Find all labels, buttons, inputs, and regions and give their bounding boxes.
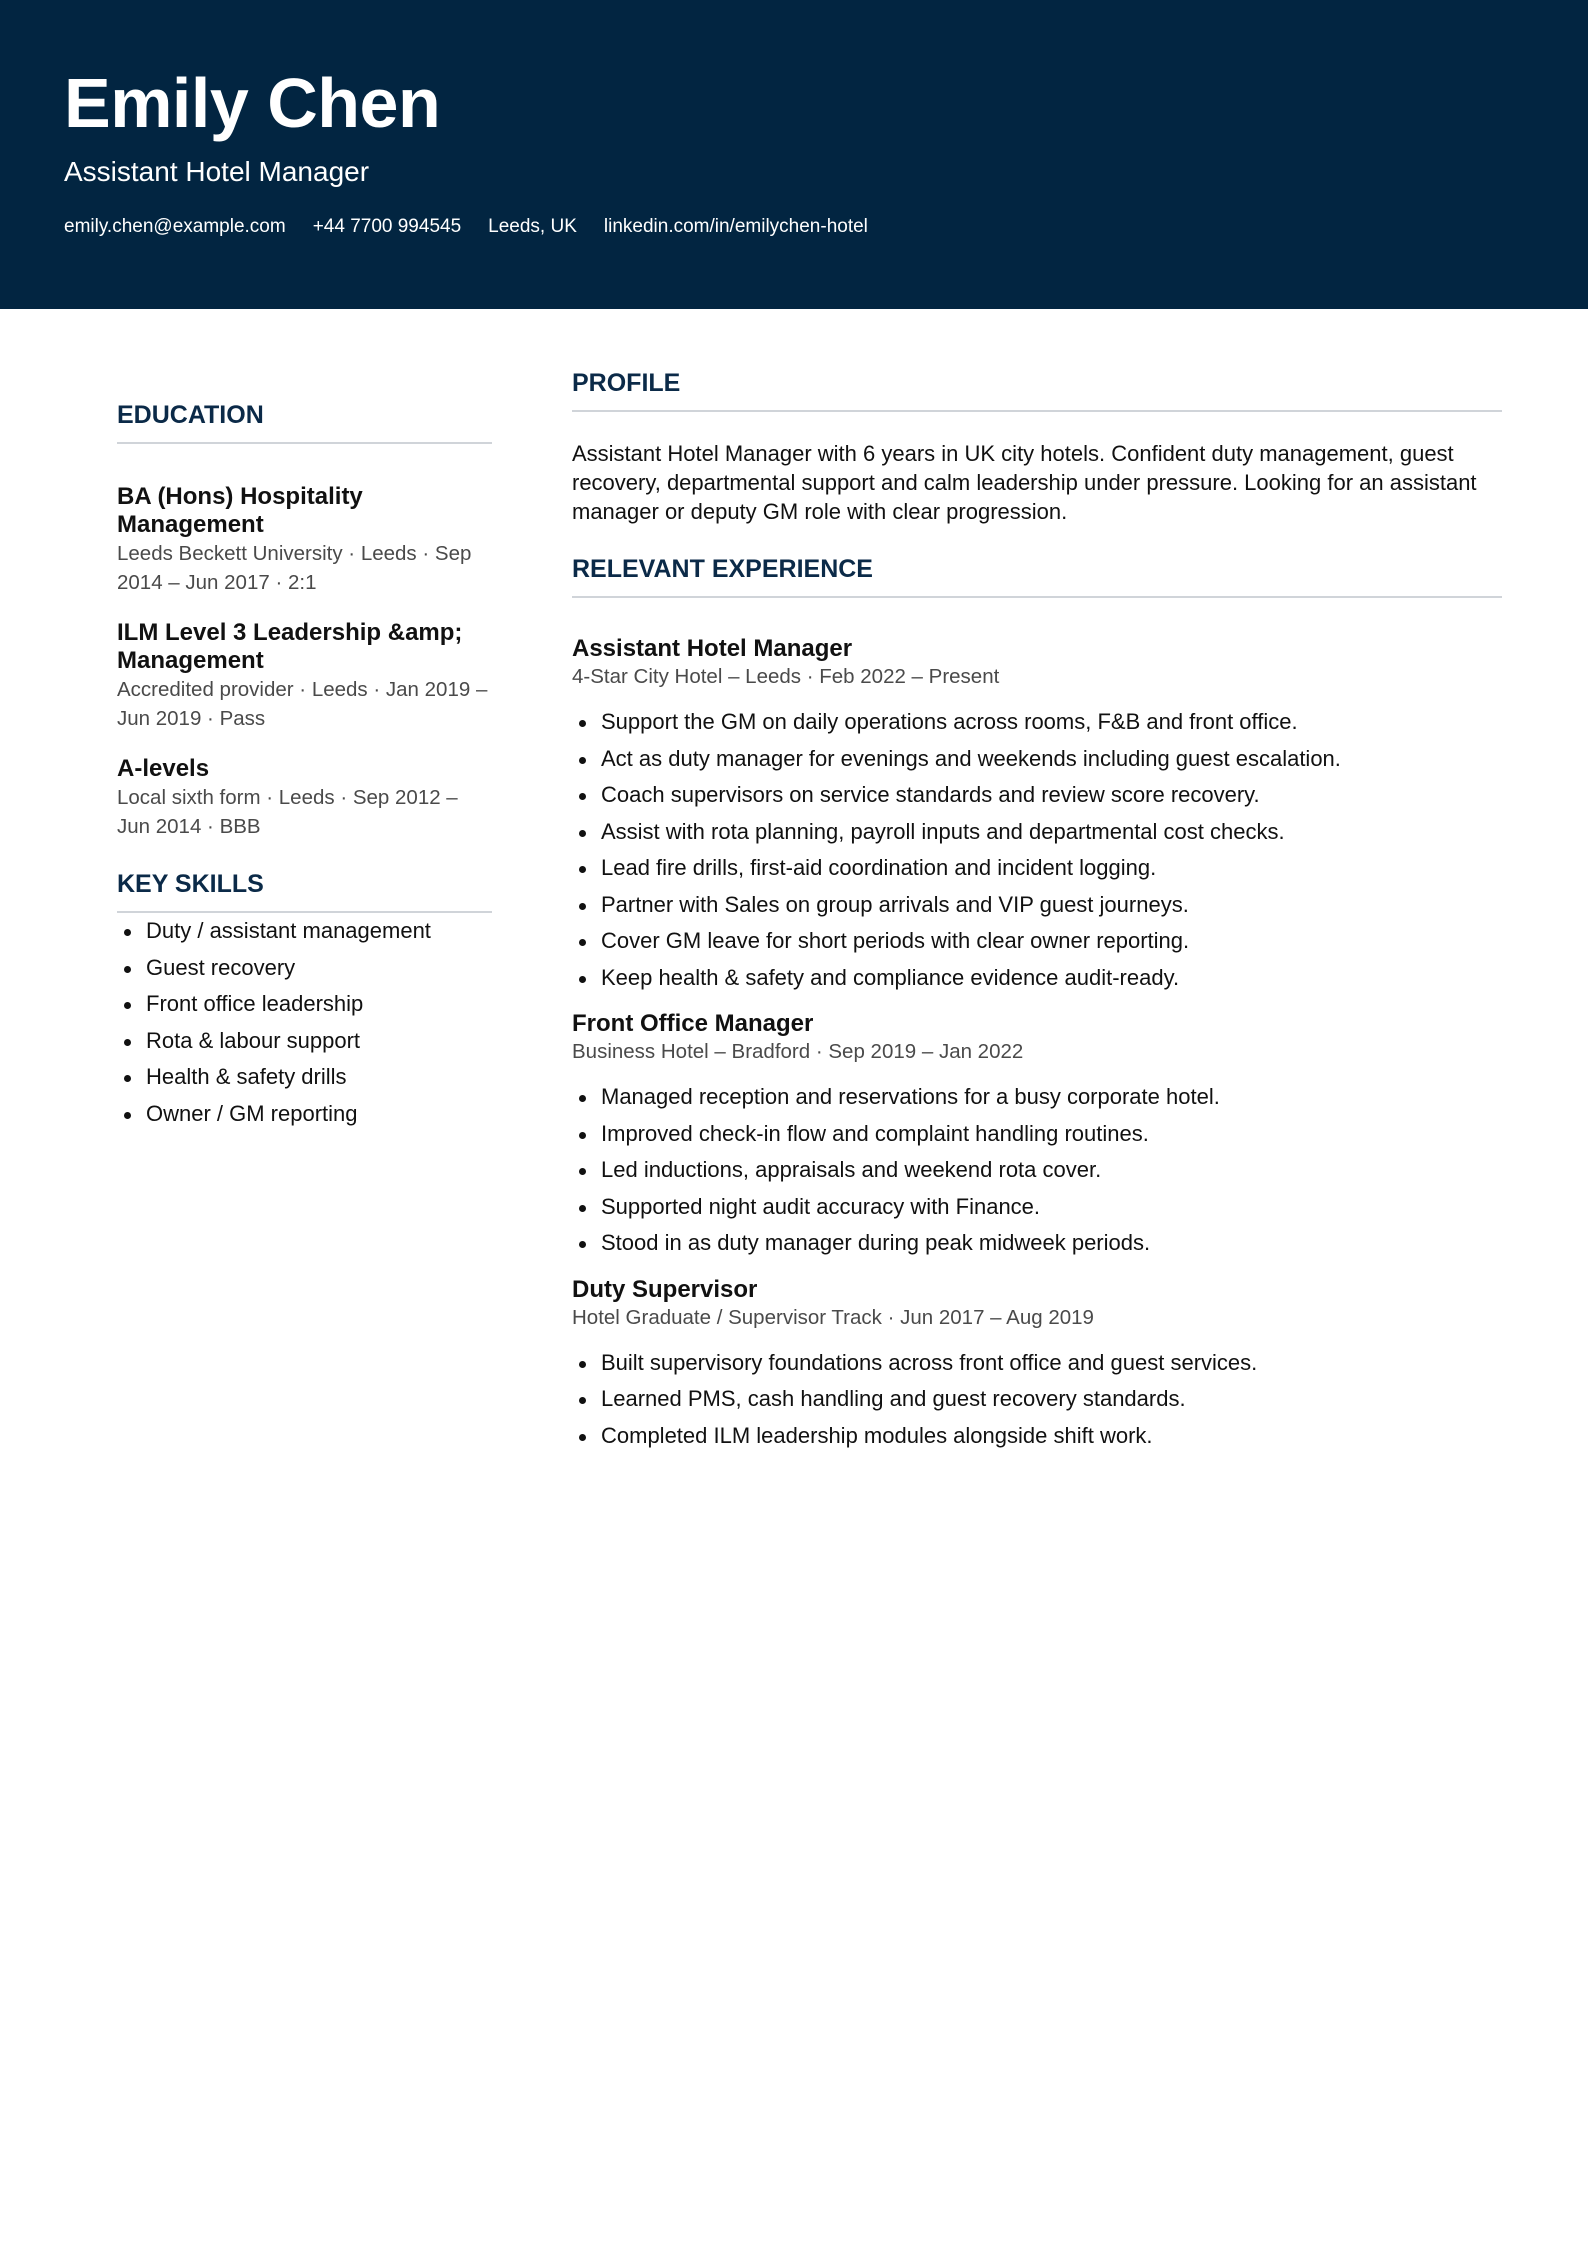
job-bullets [572,1079,1502,1262]
job-bullet: Supported night audit accuracy with Finance. [572,1189,1502,1226]
education-title: BA (Hons) Hospitality Management [117,483,363,538]
job-title: Assistant Hotel Manager [572,635,853,662]
candidate-headline: Assistant Hotel Manager [64,156,370,187]
job-bullet: Managed reception and reservations for a busy corporate hotel. [572,1079,1502,1116]
job-entry [572,1276,1502,1455]
resume-header [0,0,1588,309]
job-title: Duty Supervisor [572,1275,758,1303]
education-title: ILM Level 3 Leadership &amp; Management [117,619,463,674]
job-title: Front Office Manager [572,1010,814,1037]
right-column [572,368,1502,1454]
job-bullet: Keep health & safety and compliance evidence audit-ready. [572,960,1502,997]
job-bullet: Lead fire drills, first-aid coordination and incident logging. [572,850,1502,887]
contact-phone[interactable]: +44 7700 994545 [312,216,462,237]
job-bullet: Led inductions, appraisals and weekend rota cover. [572,1152,1502,1189]
skill-item: Guest recovery [117,950,492,987]
job-entry [572,1010,1502,1262]
education-item [117,755,492,841]
job-bullet: Act as duty manager for evenings and weekends including guest escalation. [572,741,1502,778]
job-bullet: Partner with Sales on group arrivals and VIP guest journeys. [572,887,1502,924]
job-bullet: Support the GM on daily operations across rooms, F&B and front office. [572,704,1502,741]
profile-summary: Assistant Hotel Manager with 6 years in UK city hotels. Confident duty management, guest recovery, departmental support and calm leadership under pressure. Looking for an assistant manager or deputy GM role with clear progression. [572,441,1477,524]
candidate-name: Emily Chen [64,64,441,142]
job-bullet: Coach supervisors on service standards and review score recovery. [572,777,1502,814]
job-bullets [572,1345,1502,1455]
left-column [117,400,492,1132]
skill-item: Front office leadership [117,986,492,1023]
job-bullets [572,704,1502,996]
job-meta: 4-Star City Hotel – Leeds · Feb 2022 – Present [572,665,1000,688]
education-item [117,483,492,597]
job-meta: Hotel Graduate / Supervisor Track · Jun 2017 – Aug 2019 [572,1305,1094,1329]
job-bullet: Completed ILM leadership modules alongside shift work. [572,1418,1502,1455]
education-meta: Leeds Beckett University · Leeds · Sep 2014 – Jun 2017 · 2:1 [117,542,472,594]
skill-item: Duty / assistant management [117,913,492,950]
experience-heading: RELEVANT EXPERIENCE [572,554,1502,598]
experience-list [572,635,1502,1454]
contact-email[interactable]: emily.chen@example.com [64,216,286,237]
job-bullet: Learned PMS, cash handling and guest recovery standards. [572,1381,1502,1418]
education-heading: EDUCATION [117,400,492,444]
education-item [117,619,492,733]
job-meta: Business Hotel – Bradford · Sep 2019 – Jan 2022 [572,1040,1024,1063]
skills-heading: KEY SKILLS [117,869,492,913]
skill-item: Owner / GM reporting [117,1096,492,1133]
job-bullet: Stood in as duty manager during peak midweek periods. [572,1225,1502,1262]
contact-location: Leeds, UK [488,216,577,237]
job-bullet: Assist with rota planning, payroll inputs and departmental cost checks. [572,814,1502,851]
job-bullet: Built supervisory foundations across front office and guest services. [572,1345,1502,1382]
job-bullet: Cover GM leave for short periods with clear owner reporting. [572,923,1502,960]
education-title: A-levels [117,755,210,782]
contact-linkedin[interactable]: linkedin.com/in/emilychen-hotel [603,216,868,237]
education-list [117,483,492,841]
education-meta: Local sixth form · Leeds · Sep 2012 – Jun 2014 · BBB [117,786,458,838]
skills-list [117,913,492,1132]
skill-item: Health & safety drills [117,1059,492,1096]
skill-item: Rota & labour support [117,1023,492,1060]
job-bullet: Improved check-in flow and complaint handling routines. [572,1116,1502,1153]
profile-heading: PROFILE [572,368,1502,412]
job-entry [572,635,1502,996]
education-meta: Accredited provider · Leeds · Jan 2019 – Jun 2019 · Pass [117,678,488,730]
contact-bar [64,215,895,239]
